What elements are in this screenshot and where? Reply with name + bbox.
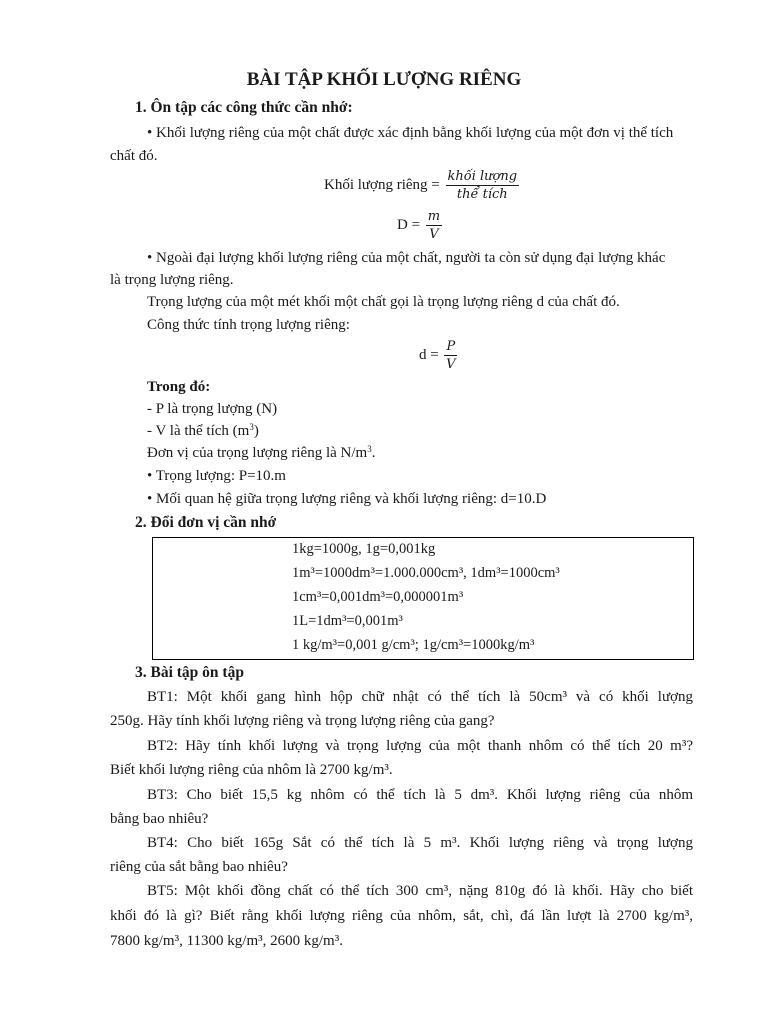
formula-1-lhs: Khối lượng riêng = xyxy=(324,177,440,193)
formula-density-words xyxy=(324,167,521,203)
document-title: BÀI TẬP KHỐI LƯỢNG RIÊNG xyxy=(246,69,522,90)
conversion-row: 1kg=1000g, 1g=0,001kg xyxy=(292,541,436,557)
exercise-5-line-1: BT5: Một khối đồng chất có thể tích 300 cm³, nặng 810g đó là khối. Hãy cho biết xyxy=(147,883,693,899)
formula-1-numerator: khối lượng xyxy=(447,169,518,185)
unit-end: . xyxy=(371,445,376,461)
unit-text: Đơn vị của trọng lượng riêng là N/m xyxy=(147,445,368,461)
paragraph-formula-intro: Công thức tính trọng lượng riêng: xyxy=(147,317,350,333)
section-3-heading: 3. Bài tập ôn tập xyxy=(135,664,244,681)
conversion-row: 1m³=1000dm³=1.000.000cm³, 1dm³=1000cm³ xyxy=(292,565,560,581)
unit-line xyxy=(147,443,375,463)
conversion-row: 1cm³=0,001dm³=0,000001m³ xyxy=(292,589,464,605)
formula-density-symbols xyxy=(397,207,444,243)
exercise-5-line-3: 7800 kg/m³, 11300 kg/m³, 2600 kg/m³. xyxy=(110,933,343,949)
formula-1-denominator: thể tích xyxy=(456,187,508,203)
section-2-heading: 2. Đổi đơn vị cần nhớ xyxy=(135,514,277,531)
where-label: Trong đó: xyxy=(147,379,211,395)
bullet-2-line-1: • Ngoài đại lượng khối lượng riêng của một chất, người ta còn sử dụng đại lượng khác xyxy=(147,250,666,266)
bullet-1-line-1: • Khối lượng riêng của một chất được xác định bằng khối lượng của một đơn vị thể tích xyxy=(147,125,674,141)
conversion-row: 1 kg/m³=0,001 g/cm³; 1g/cm³=1000kg/m³ xyxy=(292,637,535,653)
where-v-end: ) xyxy=(253,423,259,439)
formula-3-fraction xyxy=(444,338,457,373)
paragraph-weight-definition: Trọng lượng của một mét khối một chất gọi là trọng lượng riêng d của chất đó. xyxy=(147,294,620,310)
formula-3-lhs: d = xyxy=(419,347,439,363)
formula-3-numerator: P xyxy=(446,339,456,355)
exercise-4-line-2: riêng của sắt bằng bao nhiêu? xyxy=(110,859,288,875)
bullet-4: • Mối quan hệ giữa trọng lượng riêng và khối lượng riêng: d=10.D xyxy=(147,491,547,507)
exercise-3-line-1: BT3: Cho biết 15,5 kg nhôm có thể tích là 5 dm³. Khối lượng riêng của nhôm xyxy=(147,787,693,803)
where-v xyxy=(147,421,259,441)
formula-2-numerator: m xyxy=(427,209,441,225)
bullet-3: • Trọng lượng: P=10.m xyxy=(147,468,286,484)
where-v-text: - V là thể tích (m xyxy=(147,423,250,439)
formula-specific-weight xyxy=(419,337,459,373)
bullet-2-line-2: là trọng lượng riêng. xyxy=(110,272,234,288)
where-v-sup: 3 xyxy=(249,422,254,432)
exercise-3-line-2: bằng bao nhiêu? xyxy=(110,811,209,827)
section-1-heading: 1. Ôn tập các công thức cần nhớ: xyxy=(135,99,353,116)
where-p: - P là trọng lượng (N) xyxy=(147,401,278,417)
conversion-row: 1L=1dm³=0,001m³ xyxy=(292,613,403,629)
bullet-1-line-2: chất đó. xyxy=(110,148,158,164)
formula-2-lhs: D = xyxy=(397,217,421,233)
exercise-4-line-1: BT4: Cho biết 165g Sắt có thể tích là 5 m³. Khối lượng riêng và trọng lượng xyxy=(147,835,693,851)
formula-1-fraction xyxy=(446,168,520,203)
exercise-5-line-2: khối đó là gì? Biết rằng khối lượng riêng của nhôm, sắt, chì, đá lần lượt là 2700 kg/m³, xyxy=(110,908,693,924)
formula-2-fraction xyxy=(426,208,442,243)
formula-2-denominator: V xyxy=(429,227,439,243)
exercise-1-line-1: BT1: Một khối gang hình hộp chữ nhật có thể tích là 50cm³ và có khối lượng xyxy=(147,689,693,705)
unit-sup: 3 xyxy=(367,444,372,454)
exercise-2-line-1: BT2: Hãy tính khối lượng và trọng lượng của một thanh nhôm có thể tích 20 m³? xyxy=(147,738,693,754)
unit-conversion-box xyxy=(152,537,694,660)
exercise-2-line-2: Biết khối lượng riêng của nhôm là 2700 kg/m³. xyxy=(110,762,393,778)
exercise-1-line-2: 250g. Hãy tính khối lượng riêng và trọng lượng riêng của gang? xyxy=(110,713,495,729)
formula-3-denominator: V xyxy=(446,357,456,373)
